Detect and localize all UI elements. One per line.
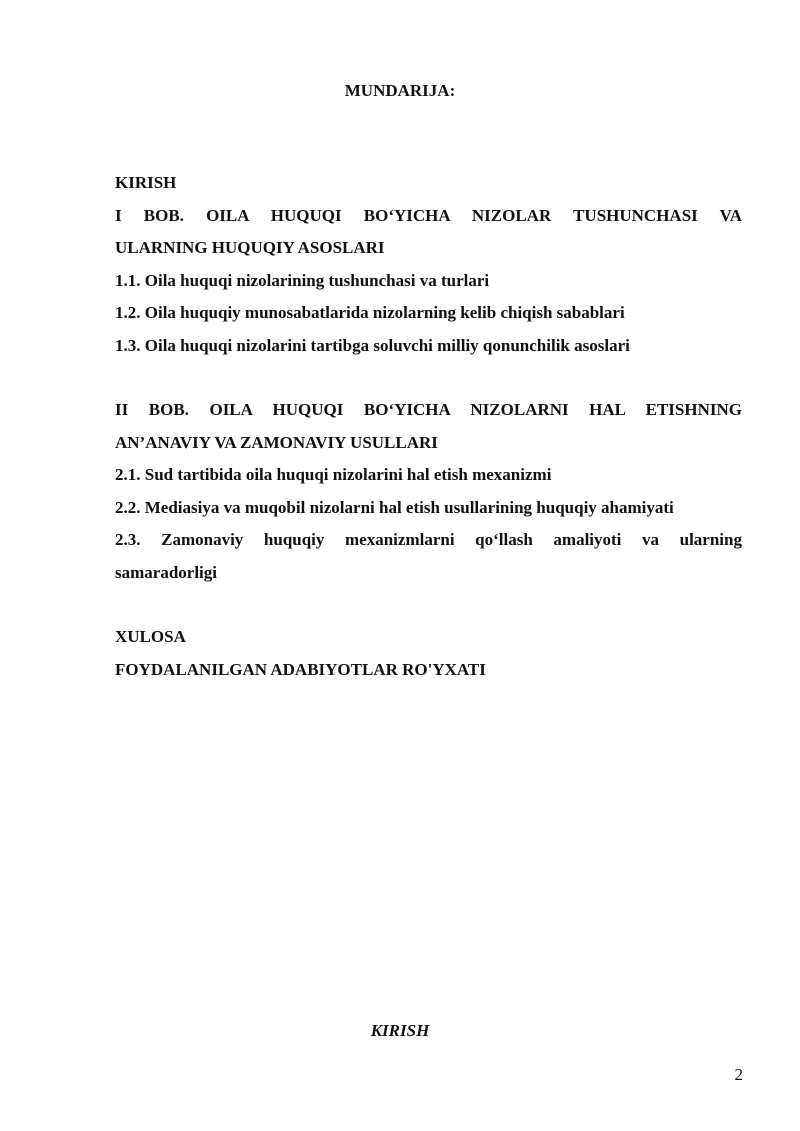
- section-heading-intro: KIRISH: [370, 1021, 430, 1040]
- toc-section-2-2: 2.2. Mediasiya va muqobil nizolarni hal etish usullarining huquqiy ahamiyati: [115, 497, 674, 517]
- toc-section-2-1: 2.1. Sud tartibida oila huquqi nizolarini hal etish mexanizmi: [115, 465, 552, 484]
- toc-section-1-3: 1.3. Oila huquqi nizolarini tartibga soluvchi milliy qonunchilik asoslari: [115, 335, 630, 355]
- page-title: MUNDARIJA:: [344, 81, 456, 100]
- toc-chapter2-heading-line1: II BOB. OILA HUQUQI BO‘YICHA NIZOLARNI HAL ETISHNING: [115, 400, 742, 419]
- toc-spacer: [115, 589, 742, 621]
- toc-chapter2-heading-line2: AN’ANAVIY VA ZAMONAVIY USULLARI: [115, 432, 438, 452]
- page-number: 2: [734, 1065, 743, 1084]
- toc-chapter1-heading-line2: ULARNING HUQUQIY ASOSLARI: [115, 238, 385, 257]
- toc-conclusion: XULOSA: [115, 627, 186, 646]
- toc-section-2-3-line1: 2.3. Zamonaviy huquqiy mexanizmlarni qo‘llash amaliyoti va ularning: [115, 530, 742, 549]
- toc-section-1-1: 1.1. Oila huquqi nizolarining tushunchasi va turlari: [115, 270, 490, 290]
- table-of-contents: [115, 167, 742, 686]
- toc-section-1-2: 1.2. Oila huquqiy munosabatlarida nizolarning kelib chiqish sabablari: [115, 303, 625, 322]
- toc-section-2-3-line2: samaradorligi: [115, 562, 217, 582]
- toc-spacer: [115, 362, 742, 394]
- toc-references: FOYDALANILGAN ADABIYOTLAR RO'YXATI: [115, 659, 486, 679]
- toc-intro: KIRISH: [115, 173, 177, 192]
- toc-chapter1-heading-line1: I BOB. OILA HUQUQI BO‘YICHA NIZOLAR TUSHUNCHASI VA: [115, 205, 742, 225]
